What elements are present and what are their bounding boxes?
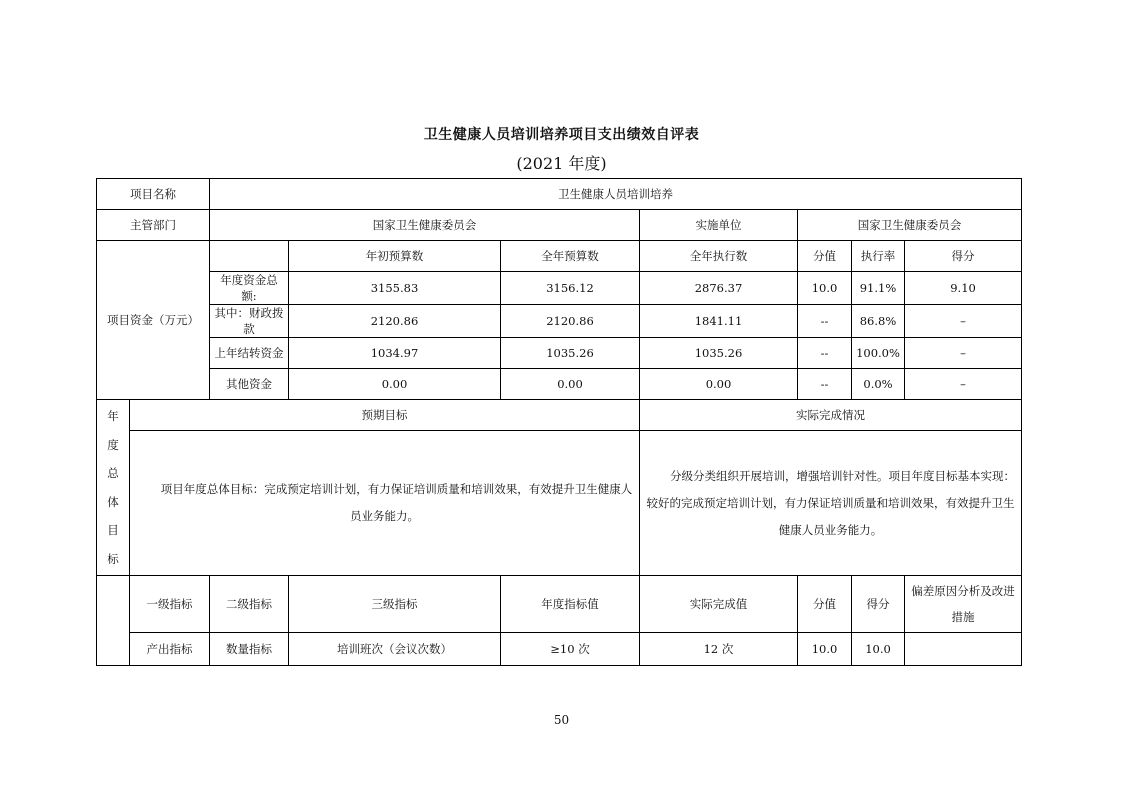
- funds-annual: 1035.26: [501, 338, 640, 369]
- goals-header-row: [97, 400, 1022, 431]
- funds-executed: 1841.11: [640, 305, 798, 338]
- funds-score: –: [905, 338, 1022, 369]
- actual-completion-header: 实际完成情况: [640, 400, 1022, 431]
- project-name-row: [97, 179, 1022, 210]
- funds-row: [97, 338, 1022, 369]
- indicator-score-value: 10.0: [798, 633, 852, 666]
- funds-rate: 0.0%: [852, 369, 905, 400]
- funds-rate: 91.1%: [852, 272, 905, 305]
- indicator-deviation-header: 偏差原因分析及改进措施: [905, 576, 1022, 633]
- actual-completion-text: [640, 431, 1022, 576]
- funds-score-value: --: [798, 338, 852, 369]
- funds-row-label: 其中：财政拨款: [210, 305, 289, 338]
- funds-executed: 2876.37: [640, 272, 798, 305]
- page-number: 50: [553, 713, 570, 727]
- funds-row: [97, 272, 1022, 305]
- project-name-value: 卫生健康人员培训培养: [210, 179, 1022, 210]
- goals-side-char: 体: [107, 494, 119, 509]
- indicator-level3: 培训班次（会议次数）: [289, 633, 501, 666]
- funds-row-label: 其他资金: [210, 369, 289, 400]
- funds-score-value: --: [798, 369, 852, 400]
- department-label: 主管部门: [97, 210, 210, 241]
- indicator-level2-header: 二级指标: [210, 576, 289, 633]
- funds-header-score: 得分: [905, 241, 1022, 272]
- funds-header-blank: [210, 241, 289, 272]
- goals-side-char: 目: [107, 523, 119, 537]
- indicators-side-cell: [97, 576, 130, 666]
- goals-side-char: 标: [107, 551, 119, 566]
- funds-label: 项目资金（万元）: [97, 241, 210, 400]
- funds-rate: 100.0%: [852, 338, 905, 369]
- funds-header-row: [97, 241, 1022, 272]
- funds-executed: 1035.26: [640, 338, 798, 369]
- funds-score-value: 10.0: [798, 272, 852, 305]
- self-evaluation-table: [96, 178, 1022, 666]
- implementing-unit-label: 实施单位: [640, 210, 798, 241]
- funds-annual: 0.00: [501, 369, 640, 400]
- funds-initial: 2120.86: [289, 305, 501, 338]
- funds-executed: 0.00: [640, 369, 798, 400]
- indicator-actual: 12 次: [640, 633, 798, 666]
- goals-content-row: [97, 431, 1022, 576]
- funds-rate: 86.8%: [852, 305, 905, 338]
- indicator-level3-header: 三级指标: [289, 576, 501, 633]
- expected-goal-header: 预期目标: [130, 400, 640, 431]
- funds-row-label: 上年结转资金: [210, 338, 289, 369]
- funds-initial: 3155.83: [289, 272, 501, 305]
- indicator-level1-header: 一级指标: [130, 576, 210, 633]
- funds-score-value: --: [798, 305, 852, 338]
- indicator-score-value-header: 分值: [798, 576, 852, 633]
- funds-initial: 0.00: [289, 369, 501, 400]
- indicator-actual-header: 实际完成值: [640, 576, 798, 633]
- funds-header-initial: 年初预算数: [289, 241, 501, 272]
- implementing-unit-value: 国家卫生健康委员会: [798, 210, 1022, 241]
- indicator-row: [97, 633, 1022, 666]
- actual-completion-paragraph: 分级分类组织开展培训，增强培训针对性。项目年度目标基本实现：较好的完成预定培训计划，有力保证培训质量和培训效果，有效提升卫生健康人员业务能力。: [646, 468, 1016, 537]
- indicator-deviation: [905, 633, 1022, 666]
- indicators-header-row: [97, 576, 1022, 633]
- goals-side-label: [97, 400, 130, 576]
- expected-goal-text: [130, 431, 640, 576]
- department-row: [97, 210, 1022, 241]
- indicator-target: ≥10 次: [501, 633, 640, 666]
- indicator-level2: 数量指标: [210, 633, 289, 666]
- document-title: 卫生健康人员培训培养项目支出绩效自评表: [423, 127, 700, 143]
- funds-score: 9.10: [905, 272, 1022, 305]
- project-name-label: 项目名称: [97, 179, 210, 210]
- funds-header-executed: 全年执行数: [640, 241, 798, 272]
- funds-header-rate: 执行率: [852, 241, 905, 272]
- funds-score: –: [905, 369, 1022, 400]
- indicator-score-header: 得分: [852, 576, 905, 633]
- expected-goal-paragraph: 项目年度总体目标：完成预定培训计划，有力保证培训质量和培训效果，有效提升卫生健康人员业务能力。: [160, 482, 633, 523]
- funds-annual: 2120.86: [501, 305, 640, 338]
- funds-header-annual: 全年预算数: [501, 241, 640, 272]
- department-value: 国家卫生健康委员会: [210, 210, 640, 241]
- funds-score: –: [905, 305, 1022, 338]
- document-subtitle: (2021 年度): [516, 154, 607, 173]
- funds-row: [97, 369, 1022, 400]
- goals-side-char: 总: [107, 466, 119, 480]
- indicator-level1: 产出指标: [130, 633, 210, 666]
- funds-annual: 3156.12: [501, 272, 640, 305]
- goals-side-char: 年: [107, 409, 119, 423]
- funds-initial: 1034.97: [289, 338, 501, 369]
- indicator-score: 10.0: [852, 633, 905, 666]
- funds-row-label: 年度资金总额:: [210, 272, 289, 305]
- funds-header-score-value: 分值: [798, 241, 852, 272]
- funds-row: [97, 305, 1022, 338]
- indicator-target-header: 年度指标值: [501, 576, 640, 633]
- goals-side-char: 度: [107, 437, 119, 452]
